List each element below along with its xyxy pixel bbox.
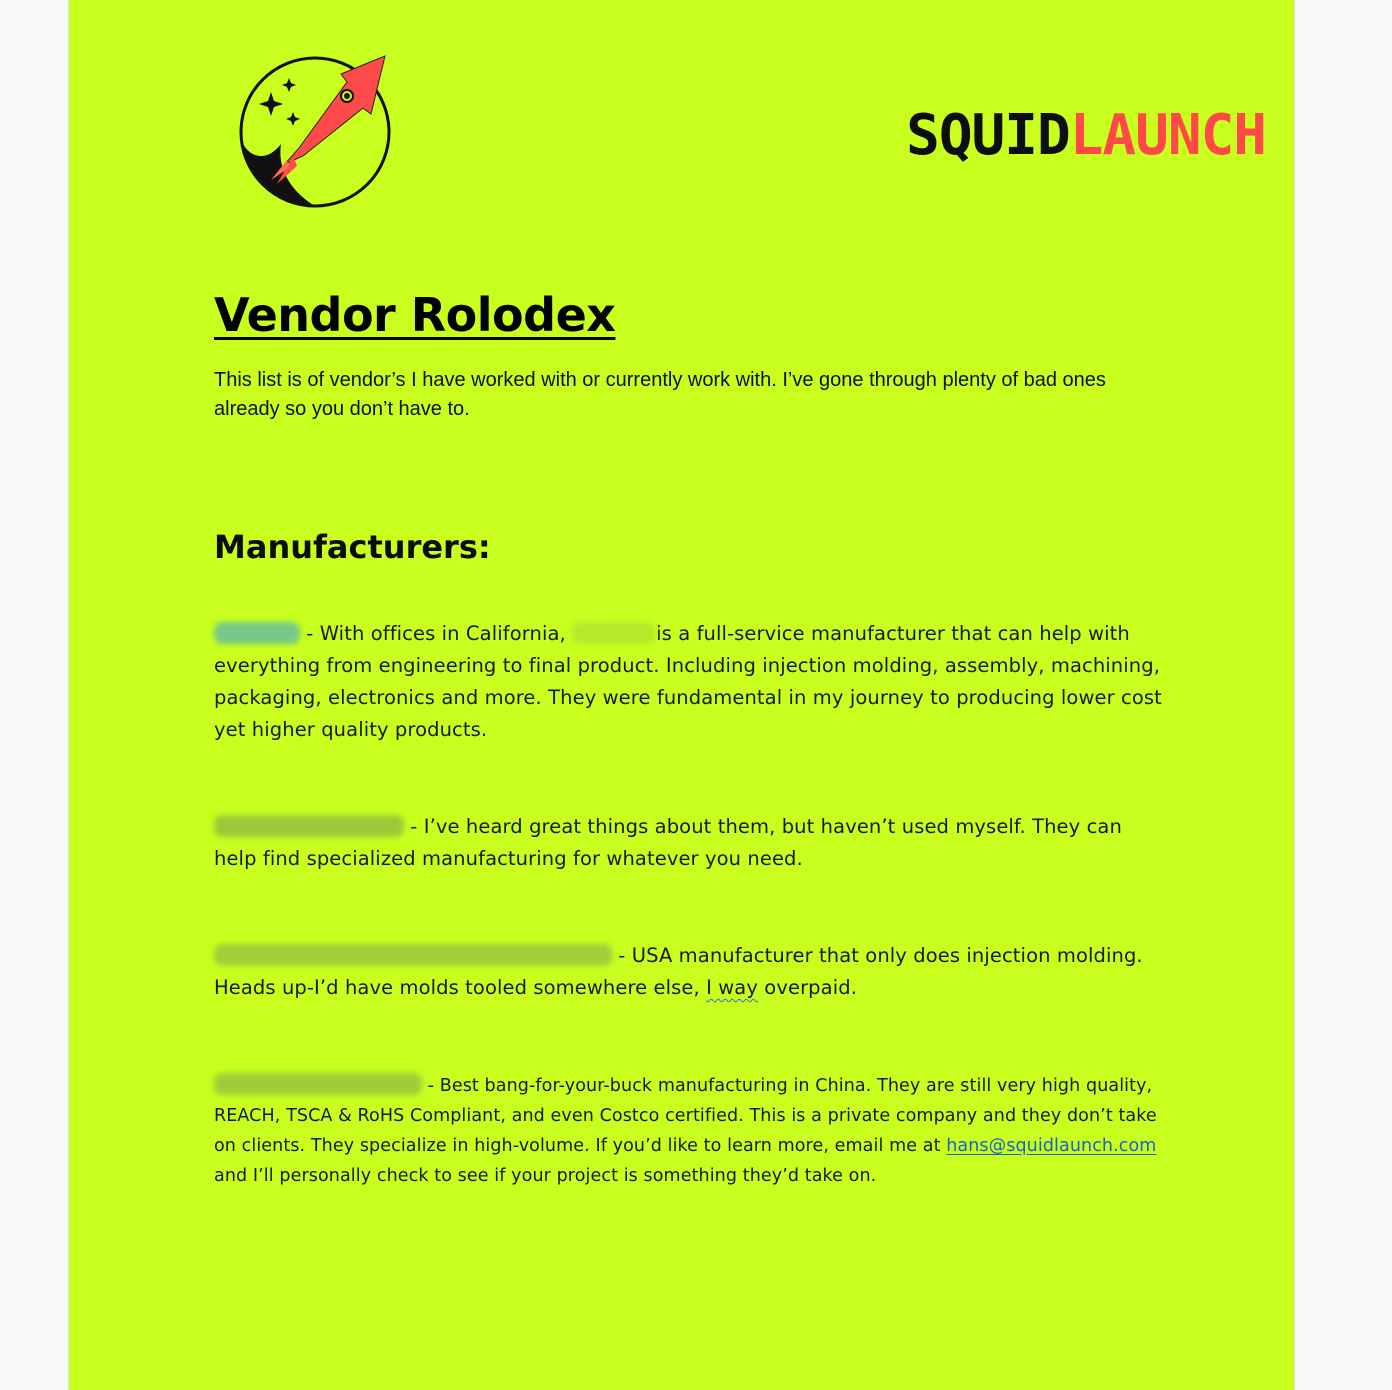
section-heading: Manufacturers: bbox=[214, 528, 491, 566]
vendor-3-text-a: - USA manufacturer that only does injection molding. Heads up-I’d have molds tooled somewhere else, bbox=[214, 944, 1143, 999]
redacted-vendor-name bbox=[572, 622, 656, 644]
brand-wordmark bbox=[906, 103, 1266, 168]
vendor-2-text: - I’ve heard great things about them, but haven’t used myself. They can help find specialized manufacturing for whatever you need. bbox=[214, 815, 1122, 870]
spellcheck-flagged-text[interactable]: I way bbox=[706, 976, 758, 999]
intro-paragraph: This list is of vendor’s I have worked with or currently work with. I’ve gone through plenty of bad ones already so you don’t have to. bbox=[214, 369, 1106, 420]
vendor-paragraph-2 bbox=[214, 811, 1164, 875]
vendor-paragraph-1 bbox=[214, 618, 1164, 746]
brand-part-squid: SQUID bbox=[906, 103, 1070, 168]
brand-part-launch: LAUNCH bbox=[1069, 103, 1266, 168]
vendor-1-text-a: - With offices in California, bbox=[300, 622, 573, 645]
vendor-paragraph-4 bbox=[214, 1071, 1164, 1191]
redacted-vendor-name bbox=[214, 944, 612, 966]
vendor-3-text-b: overpaid. bbox=[758, 976, 858, 999]
squid-rocket-logo bbox=[237, 52, 397, 212]
page-title: Vendor Rolodex bbox=[214, 288, 616, 342]
document-page bbox=[68, 0, 1295, 1390]
redacted-vendor-name bbox=[214, 815, 404, 837]
redacted-vendor-name bbox=[214, 622, 300, 644]
vendor-4-text-a: - Best bang-for-your-buck manufacturing in China. They are still very high quality, REACH, TSCA & RoHS Compliant, and even Costco certified. This is a private company and they don’t take on clients. They specialize in high-volume. If you’d like to learn more, email me at bbox=[214, 1076, 1157, 1156]
vendor-1-text-b: is a full-service manufacturer that can help with everything from engineering to final product. Including injection molding, assembly, machining, packaging, electronics and more. They were fundamental in my journey to producing lower cost yet higher quality products. bbox=[214, 622, 1162, 741]
vendor-paragraph-3 bbox=[214, 940, 1164, 1004]
redacted-vendor-name bbox=[214, 1073, 422, 1095]
email-link[interactable]: hans@squidlaunch.com bbox=[946, 1136, 1157, 1156]
vendor-4-text-b: and I’ll personally check to see if your project is something they’d take on. bbox=[214, 1166, 877, 1186]
